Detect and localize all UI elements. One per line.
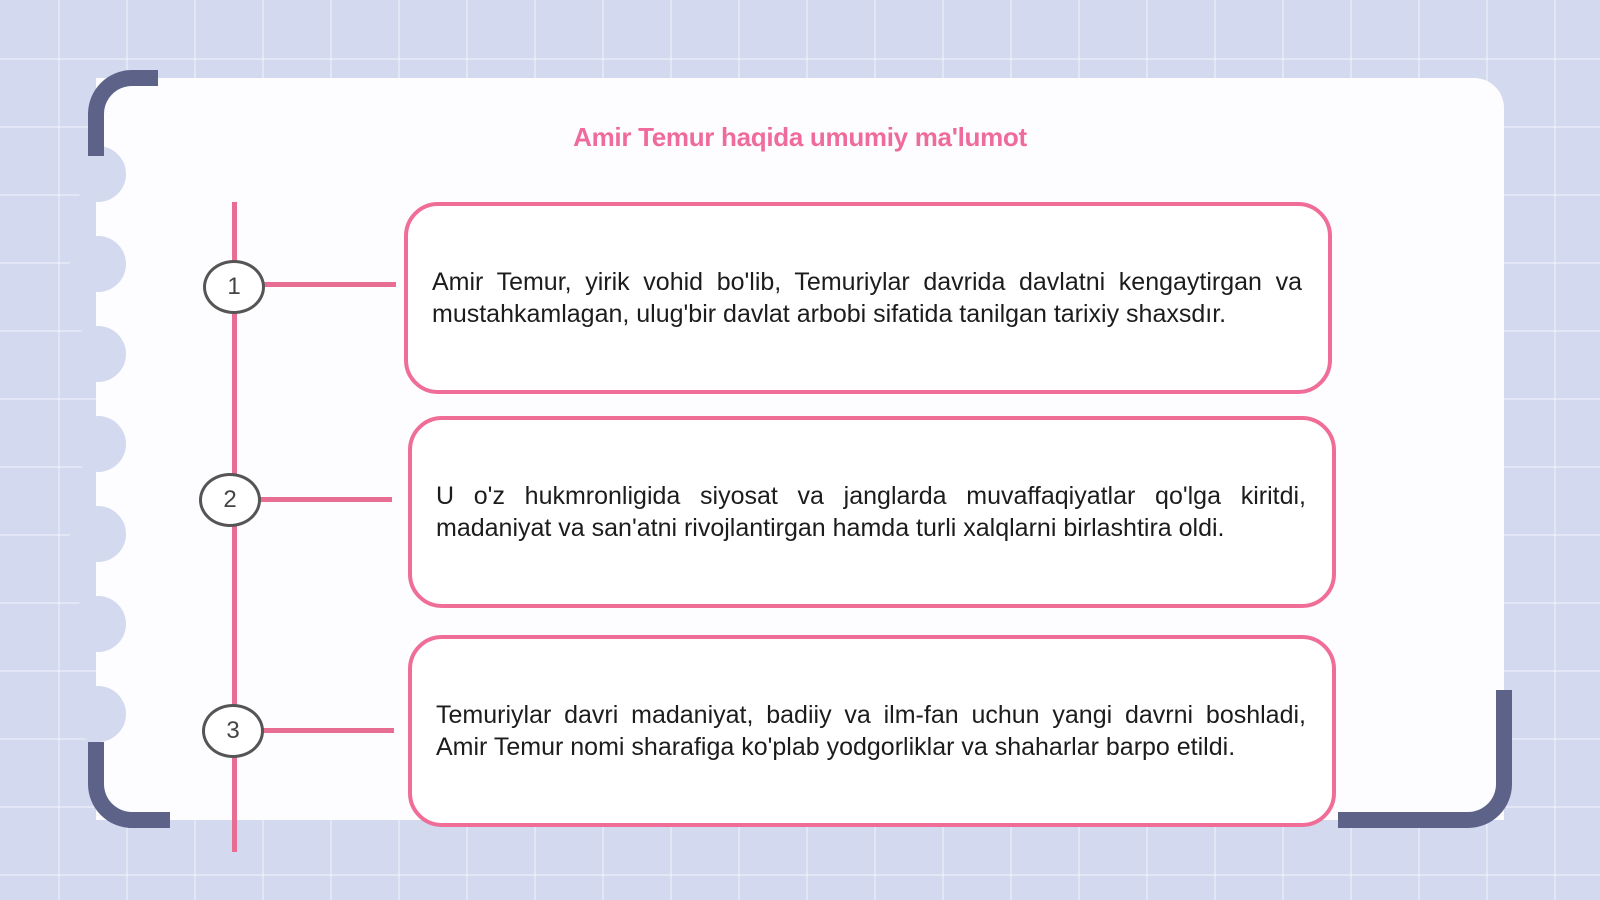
corner-bracket-bottom-right (1338, 690, 1512, 828)
notebook-hole (70, 596, 126, 652)
info-text: Temuriylar davri madaniyat, badiiy va ilm-fan uchun yangi davrni boshladi, Amir Temur nomi sharafiga ko'plab yodgorliklar va shaharlar barpo etildi. (436, 701, 1306, 761)
corner-bracket-bottom-left (88, 742, 170, 828)
step-number-badge: 1 (203, 260, 265, 314)
notebook-hole (70, 686, 126, 742)
notebook-hole (70, 506, 126, 562)
slide-title: Amir Temur haqida umumiy ma'lumot (573, 122, 1027, 152)
timeline-connector (262, 728, 394, 733)
info-box (408, 635, 1336, 827)
info-box (408, 416, 1336, 608)
timeline-connector (262, 282, 396, 287)
notebook-hole (70, 326, 126, 382)
info-box (404, 202, 1332, 394)
step-number-badge: 2 (199, 473, 261, 527)
notebook-hole (70, 236, 126, 292)
notebook-hole (70, 416, 126, 472)
timeline-connector (260, 497, 392, 502)
step-number-badge: 3 (202, 704, 264, 758)
info-text: Amir Temur, yirik vohid bo'lib, Temuriylar davrida davlatni kengaytirgan va mustahkamlagan, ulug'bir davlat arbobi sifatida tanilgan tarixiy shaxsdır. (432, 268, 1302, 328)
info-text: U o'z hukmronligida siyosat va janglarda muvaffaqiyatlar qo'lga kiritdi, madaniyat va san'atni rivojlantirgan hamda turli xalqlarni birlashtira oldi. (436, 482, 1306, 542)
